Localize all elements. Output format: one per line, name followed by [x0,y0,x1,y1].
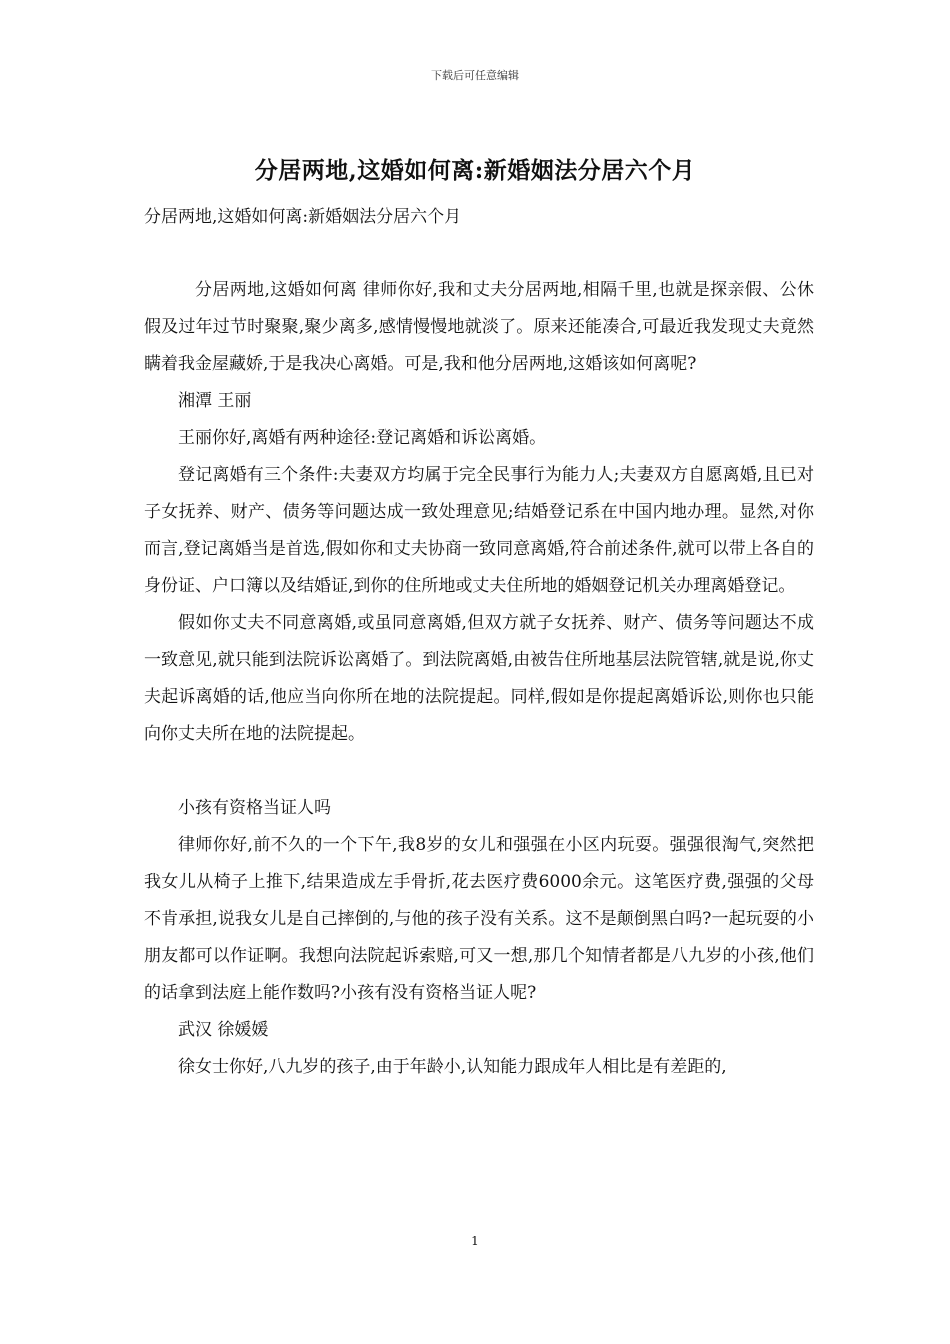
paragraph-answer-2: 徐女士你好,八九岁的孩子,由于年龄小,认知能力跟成年人相比是有差距的, [178,1057,727,1077]
paragraph-question-2: 律师你好,前不久的一个下午,我8岁的女儿和强强在小区内玩耍。强强很淘气,突然把我女儿从椅子上推下,结果造成左手骨折,花去医疗费6000余元。这笔医疗费,强强的父母不肯承担,说我女儿是自己摔倒的,与他的孩子没有关系。这不是颠倒黑白吗?一起玩耍的小朋友都可以作证啊。我想向法院起诉索赔,可又一想,那几个知情者都是八九岁的小孩,他们的话拿到法庭上能作数吗?小孩有没有资格当证人呢? [144,835,814,1003]
paragraph-question-1: 分居两地,这婚如何离 律师你好,我和丈夫分居两地,相隔千里,也就是探亲假、公休假及过年过节时聚聚,聚少离多,感情慢慢地就淡了。原来还能凑合,可最近我发现丈夫竟然瞒着我金屋藏娇,于是我决心离婚。可是,我和他分居两地,这婚该如何离呢? [144,280,814,374]
section-heading-2: 小孩有资格当证人吗 [178,798,331,818]
document-subtitle: 分居两地,这婚如何离:新婚姻法分居六个月 [144,207,462,227]
paragraph-answer-1-litigation: 假如你丈夫不同意离婚,或虽同意离婚,但双方就子女抚养、财产、债务等问题达不成一致意见,就只能到法院诉讼离婚了。到法院离婚,由被告住所地基层法院管辖,就是说,你丈夫起诉离婚的话,他应当向你所在地的法院提起。同样,假如是你提起离婚诉讼,则你也只能向你丈夫所在地的法院提起。 [144,613,814,744]
document-body [144,272,814,1086]
header-note: 下载后可任意编辑 [431,69,519,82]
paragraph-answer-1-registration: 登记离婚有三个条件:夫妻双方均属于完全民事行为能力人;夫妻双方自愿离婚,且已对子女抚养、财产、债务等问题达成一致处理意见;结婚登记系在中国内地办理。显然,对你而言,登记离婚当是首选,假如你和丈夫协商一致同意离婚,符合前述条件,就可以带上各自的身份证、户口簿以及结婚证,到你的住所地或丈夫住所地的婚姻登记机关办理离婚登记。 [144,465,814,596]
signature-1: 湘潭 王丽 [178,391,252,411]
document-title: 分居两地,这婚如何离:新婚姻法分居六个月 [254,157,696,184]
paragraph-answer-1-intro: 王丽你好,离婚有两种途径:登记离婚和诉讼离婚。 [178,428,547,448]
page-number: 1 [471,1234,479,1248]
section-gap [144,753,814,790]
signature-2: 武汉 徐媛媛 [178,1020,269,1040]
